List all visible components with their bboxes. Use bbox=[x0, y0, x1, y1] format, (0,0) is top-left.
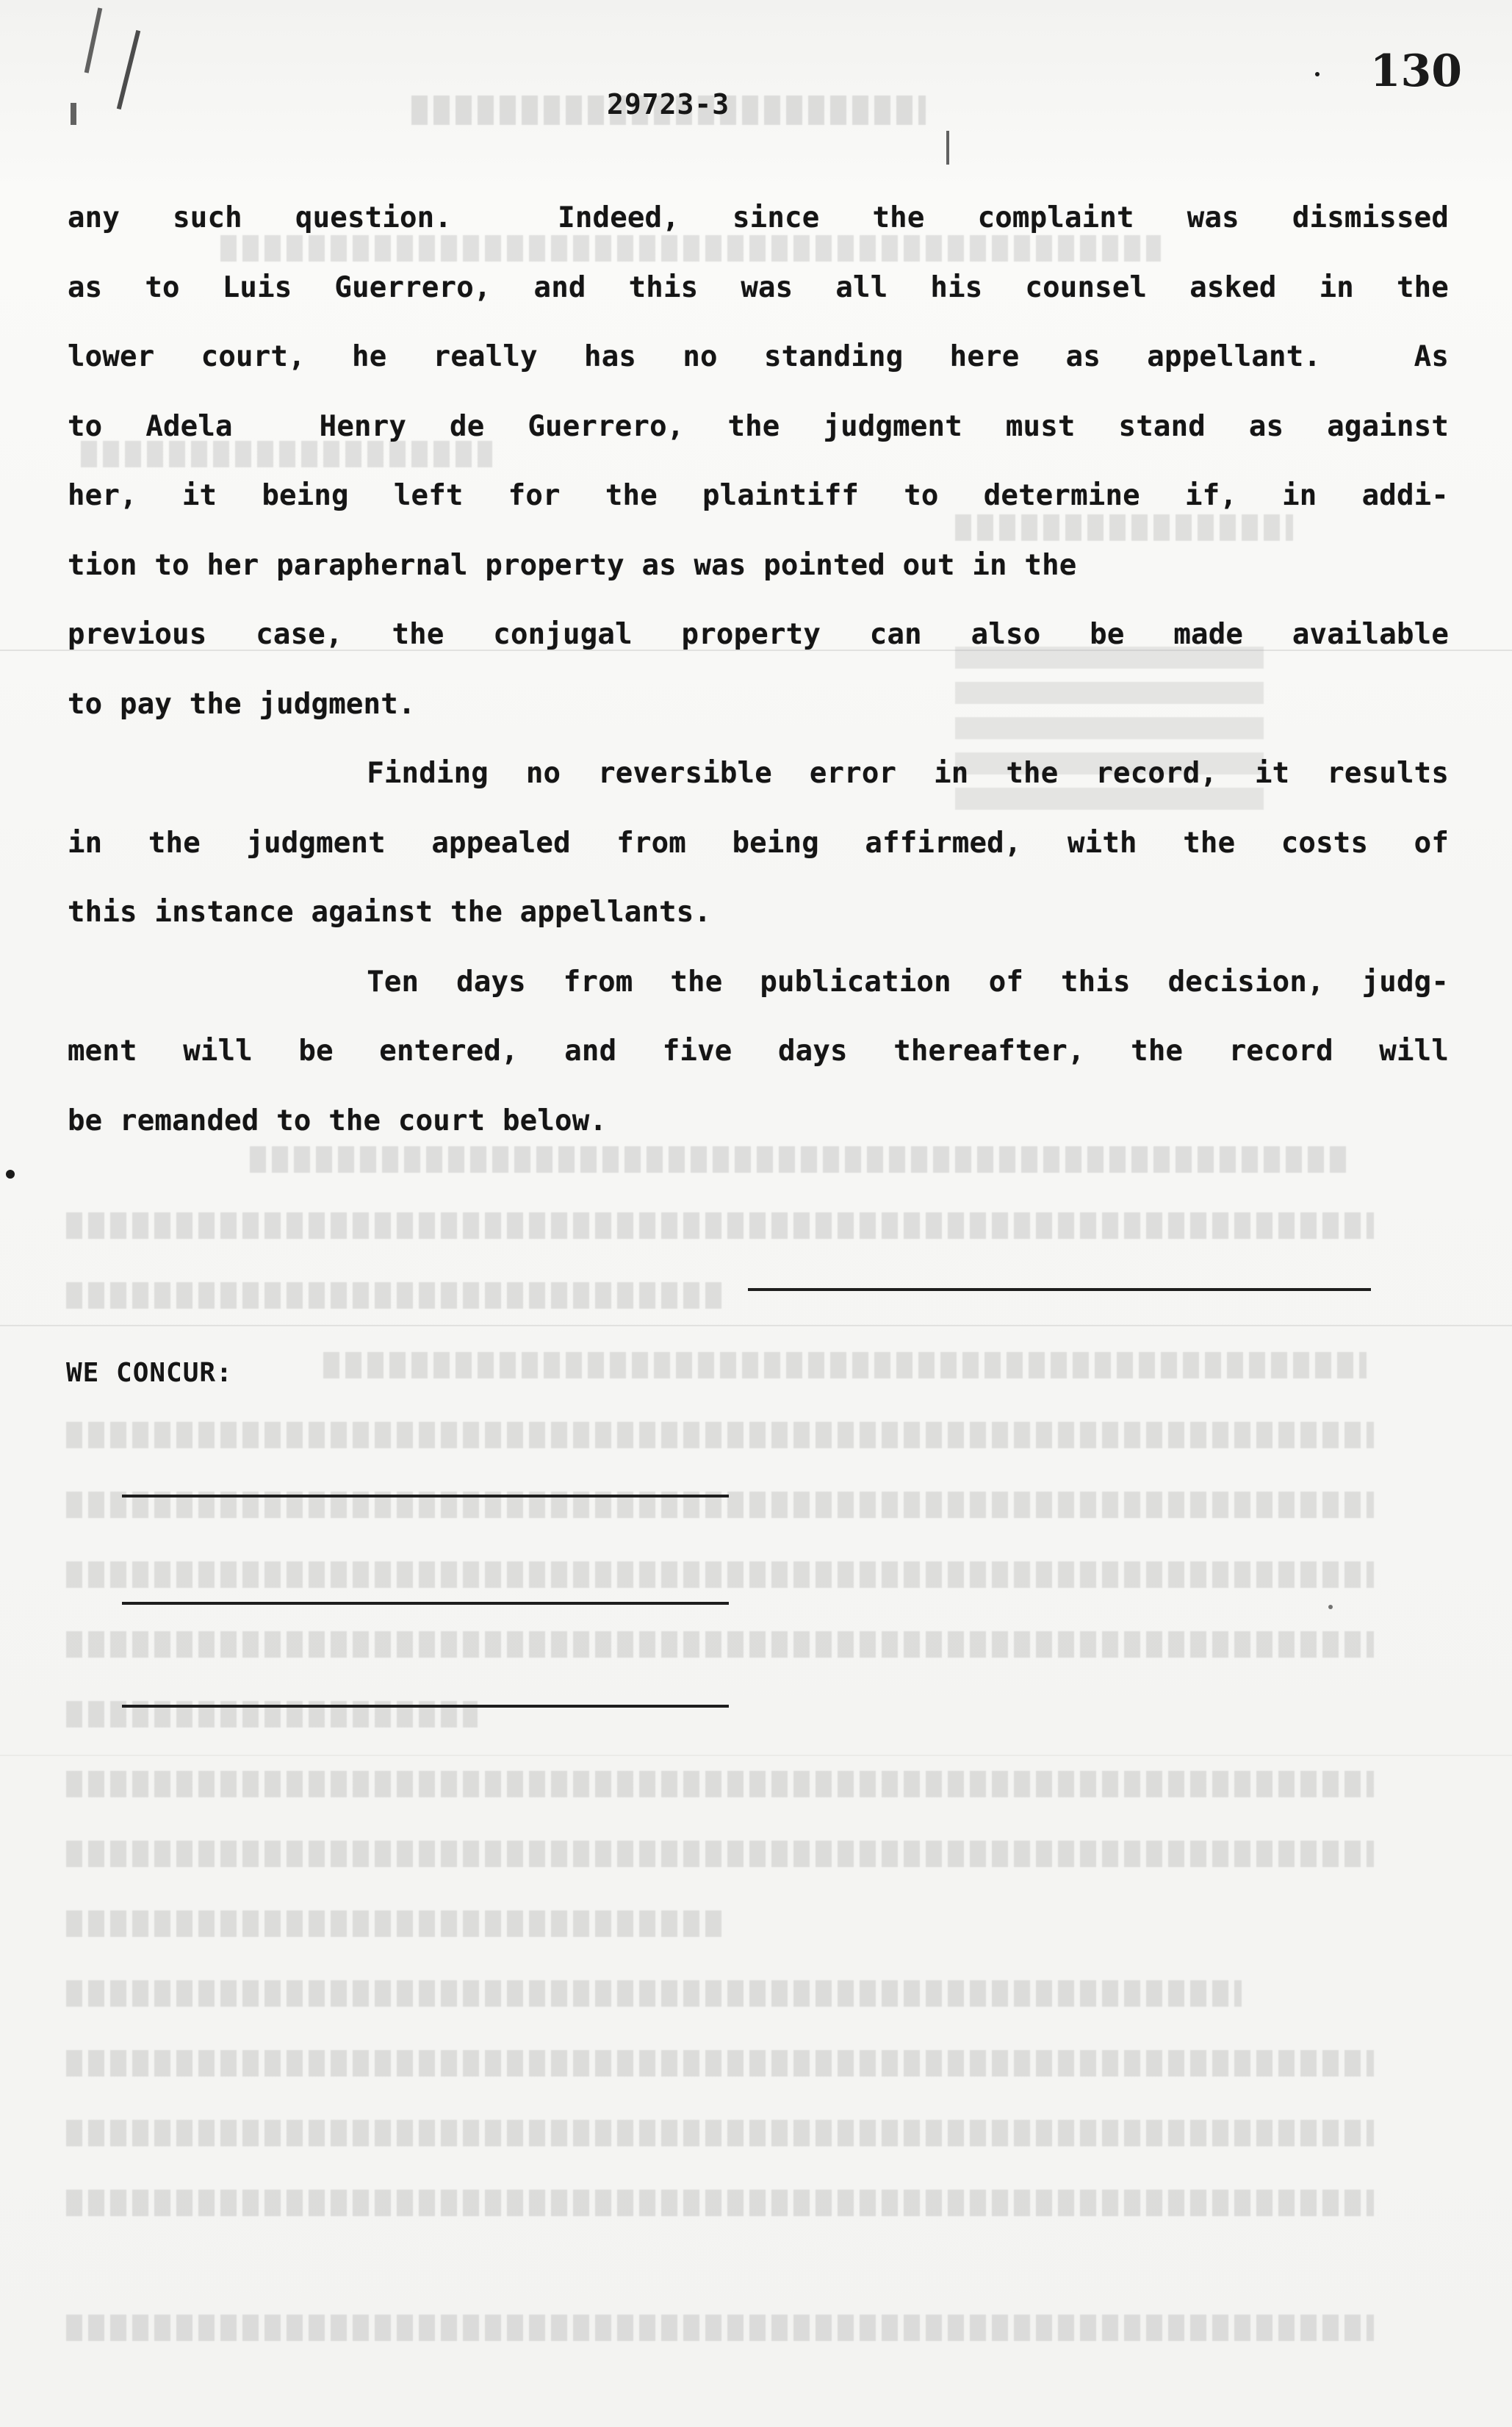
text-line: in the judgment appealed from being affirmed, with the costs of bbox=[68, 826, 1449, 860]
bleed-through-block bbox=[66, 2050, 1374, 2077]
scan-mark bbox=[71, 103, 76, 125]
bleed-through-block bbox=[323, 1352, 1367, 1378]
scan-speck bbox=[6, 1170, 15, 1179]
scan-mark bbox=[946, 131, 949, 165]
bleed-through-block bbox=[66, 2190, 1374, 2216]
paragraph-judgment-entry bbox=[68, 948, 1449, 1157]
text-line: this instance against the appellants. bbox=[68, 896, 712, 929]
text-line: Ten days from the publication of this decision, judg- bbox=[68, 965, 1449, 999]
scan-band bbox=[0, 1325, 1512, 1326]
text-line: ment will be entered, and five days thereafter, the record will bbox=[68, 1035, 1449, 1068]
concurrence-label: WE CONCUR: bbox=[66, 1358, 233, 1388]
scan-band bbox=[0, 1755, 1512, 1756]
concurring-signature-line bbox=[122, 1705, 729, 1708]
scan-speck bbox=[1328, 1605, 1333, 1609]
text-line: to pay the judgment. bbox=[68, 687, 416, 721]
bleed-through-block bbox=[66, 1282, 727, 1309]
scan-mark bbox=[117, 30, 140, 109]
text-line: tion to her paraphernal property as was pointed out in the bbox=[68, 548, 1077, 582]
text-line: previous case, the conjugal property can also be made available bbox=[68, 618, 1449, 651]
concurring-signature-line bbox=[122, 1495, 729, 1497]
bleed-through-block bbox=[66, 1422, 1374, 1448]
paragraph-closing-argument bbox=[68, 184, 1449, 739]
text-line: be remanded to the court below. bbox=[68, 1104, 608, 1137]
bleed-through-block bbox=[66, 1212, 1374, 1239]
text-line: Finding no reversible error in the record, it results bbox=[68, 757, 1449, 790]
scan-mark bbox=[84, 7, 103, 73]
text-line: to Adela Henry de Guerrero, the judgment must stand as against bbox=[68, 409, 1449, 443]
bleed-through-block bbox=[66, 1910, 727, 1937]
bleed-through-block bbox=[66, 1841, 1374, 1867]
bleed-through-block bbox=[66, 2120, 1374, 2146]
bleed-through-block bbox=[66, 1561, 1374, 1588]
concurring-signature-line bbox=[122, 1602, 729, 1605]
opinion-body bbox=[68, 184, 1449, 1156]
bleed-through-block bbox=[66, 1980, 1242, 2007]
bleed-through-block bbox=[66, 1631, 1374, 1658]
text-line: any such question. Indeed, since the complaint was dismissed bbox=[68, 201, 1449, 234]
paragraph-disposition bbox=[68, 739, 1449, 948]
bleed-through-block bbox=[66, 1771, 1374, 1797]
page-number: 130 bbox=[1369, 46, 1462, 97]
author-signature-line bbox=[748, 1288, 1371, 1291]
text-line: lower court, he really has no standing here as appellant. As bbox=[68, 340, 1449, 373]
text-line: her, it being left for the plaintiff to determine if, in addi- bbox=[68, 479, 1449, 512]
scan-speck bbox=[1315, 72, 1320, 76]
text-line: as to Luis Guerrero, and this was all his counsel asked in the bbox=[68, 270, 1449, 304]
bleed-through-block bbox=[66, 2315, 1374, 2341]
docket-number: 29723-3 bbox=[607, 88, 730, 121]
